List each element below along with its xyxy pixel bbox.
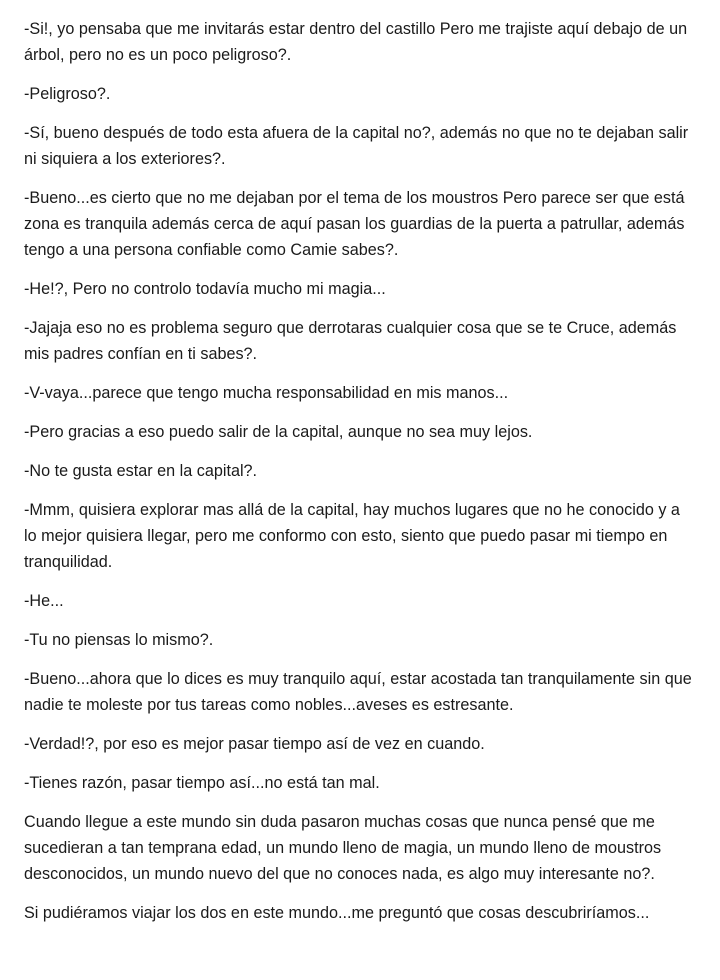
paragraph-3: -Sí, bueno después de todo esta afuera de la capital no?, además no que no te dejaban salir ni siquiera a los exteriores?. bbox=[24, 124, 689, 168]
paragraph-10: -Mmm, quisiera explorar mas allá de la capital, hay muchos lugares que no he conocido y a lo mejor quisiera llegar, pero me conformo con esto, siento que puedo pasar mi tiempo en tranquilidad. bbox=[24, 501, 680, 571]
paragraph-9: -No te gusta estar en la capital?. bbox=[24, 462, 258, 480]
paragraph-11: -He... bbox=[24, 592, 64, 610]
paragraph-8: -Pero gracias a eso puedo salir de la capital, aunque no sea muy lejos. bbox=[24, 423, 533, 441]
paragraph-1: -Si!, yo pensaba que me invitarás estar dentro del castillo Pero me trajiste aquí debajo de un árbol, pero no es un poco peligroso?. bbox=[24, 20, 688, 64]
paragraph-7: -V-vaya...parece que tengo mucha responsabilidad en mis manos... bbox=[24, 384, 509, 402]
paragraph-17: Si pudiéramos viajar los dos en este mundo...me preguntó que cosas descubriríamos... bbox=[24, 904, 650, 922]
paragraph-4: -Bueno...es cierto que no me dejaban por el tema de los moustros Pero parece ser que está zona es tranquila además cerca de aquí pasan los guardias de la puerta a patrullar, además tengo a una persona confiable como Camie sabes?. bbox=[24, 189, 685, 259]
paragraph-2: -Peligroso?. bbox=[24, 85, 111, 103]
paragraph-13: -Bueno...ahora que lo dices es muy tranquilo aquí, estar acostada tan tranquilamente sin que nadie te moleste por tus tareas como nobles...aveses es estresante. bbox=[24, 670, 692, 714]
paragraph-12: -Tu no piensas lo mismo?. bbox=[24, 631, 214, 649]
paragraph-15: -Tienes razón, pasar tiempo así...no está tan mal. bbox=[24, 774, 380, 792]
paragraph-16: Cuando llegue a este mundo sin duda pasaron muchas cosas que nunca pensé que me sucedieran a tan temprana edad, un mundo lleno de magia, un mundo lleno de moustros desconocidos, un mundo nuevo del que no conoces nada, es algo muy interesante no?. bbox=[24, 813, 662, 883]
paragraph-6: -Jajaja eso no es problema seguro que derrotaras cualquier cosa que se te Cruce, además mis padres confían en ti sabes?. bbox=[24, 319, 677, 363]
paragraph-5: -He!?, Pero no controlo todavía mucho mi magia... bbox=[24, 280, 386, 298]
paragraph-14: -Verdad!?, por eso es mejor pasar tiempo así de vez en cuando. bbox=[24, 735, 485, 753]
